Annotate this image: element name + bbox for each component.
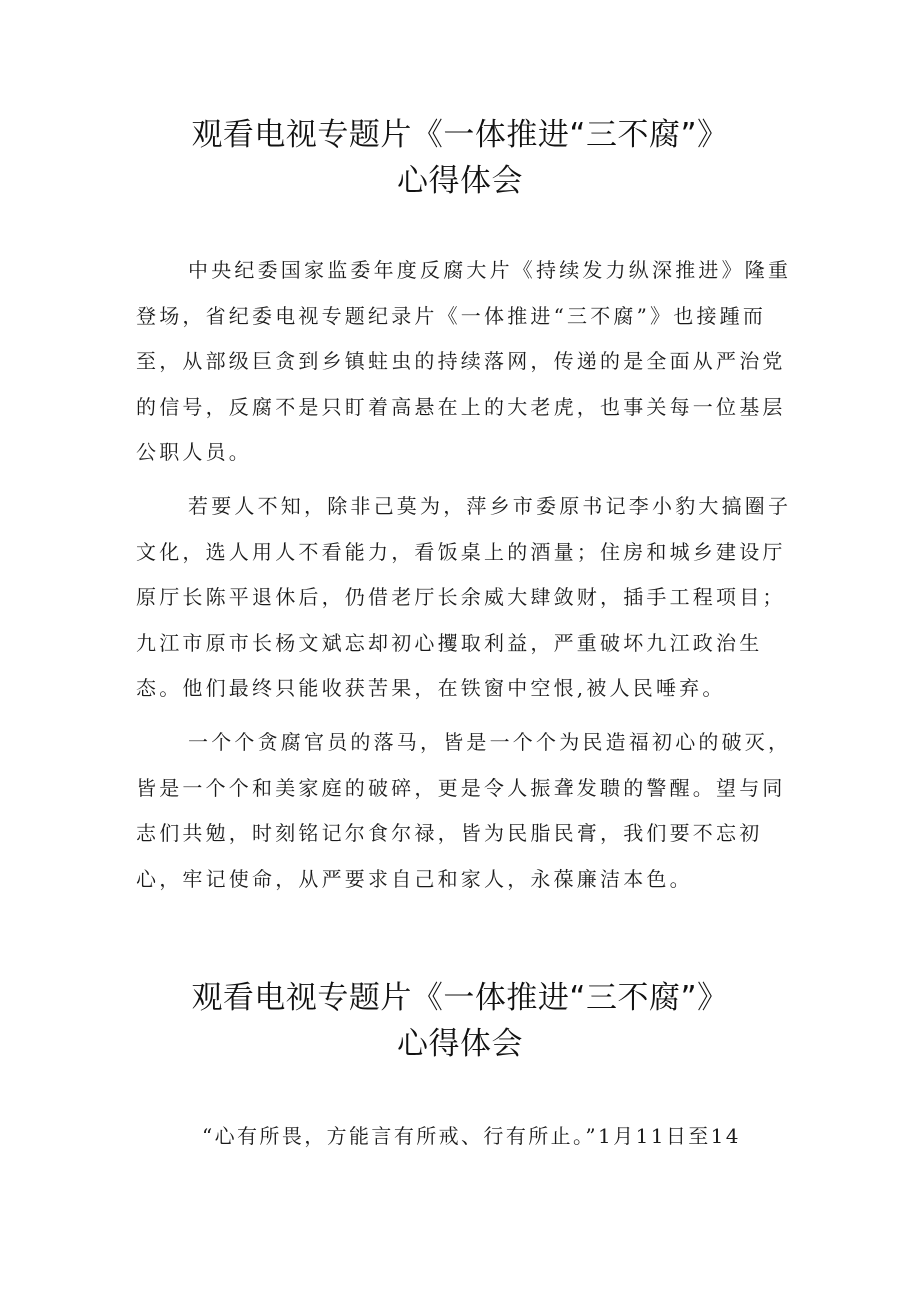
article-2-title-line-2: 心得体会 [397, 1026, 523, 1062]
article-2-paragraph-1: “心有所畏，方能言有所戒、行有所止。”1月11日至14 [202, 1124, 741, 1148]
article-1-paragraph-1: 中央纪委国家监委年度反腐大片《持续发力纵深推进》隆重登场，省纪委电视专题纪录片《一体推进“三不腐”》也接踵而至，从部级巨贪到乡镇蛀虫的持续落网，传递的是全面从严治党的信号，反腐不是只盯着高悬在上的大老虎，也事关每一位基层公职人员。 [136, 258, 792, 464]
article-1-paragraph-2: 若要人不知，除非己莫为，萍乡市委原书记李小豹大搞圈子文化，选人用人不看能力，看饭桌上的酒量；住房和城乡建设厅原厅长陈平退休后，仍借老厅长余威大肆敛财，插手工程项目；九江市原市长杨文斌忘却初心攫取利益，严重破坏九江政治生态。他们最终只能收获苦果，在铁窗中空恨,被人民唾弃。 [136, 494, 792, 700]
article-1-title [0, 112, 920, 204]
article-1-paragraph-3: 一个个贪腐官员的落马，皆是一个个为民造福初心的破灭，皆是一个个和美家庭的破碎，更是令人振聋发聩的警醒。望与同志们共勉，时刻铭记尔食尔禄，皆为民脂民膏，我们要不忘初心，牢记使命，从严要求自己和家人，永葆廉洁本色。 [136, 730, 792, 891]
article-2-title-line-1: 观看电视专题片《一体推进“三不腐”》 [191, 980, 729, 1016]
article-1-title-line-1: 观看电视专题片《一体推进“三不腐”》 [191, 117, 729, 153]
article-1-title-line-2: 心得体会 [397, 163, 523, 199]
article-2-title [0, 975, 920, 1067]
